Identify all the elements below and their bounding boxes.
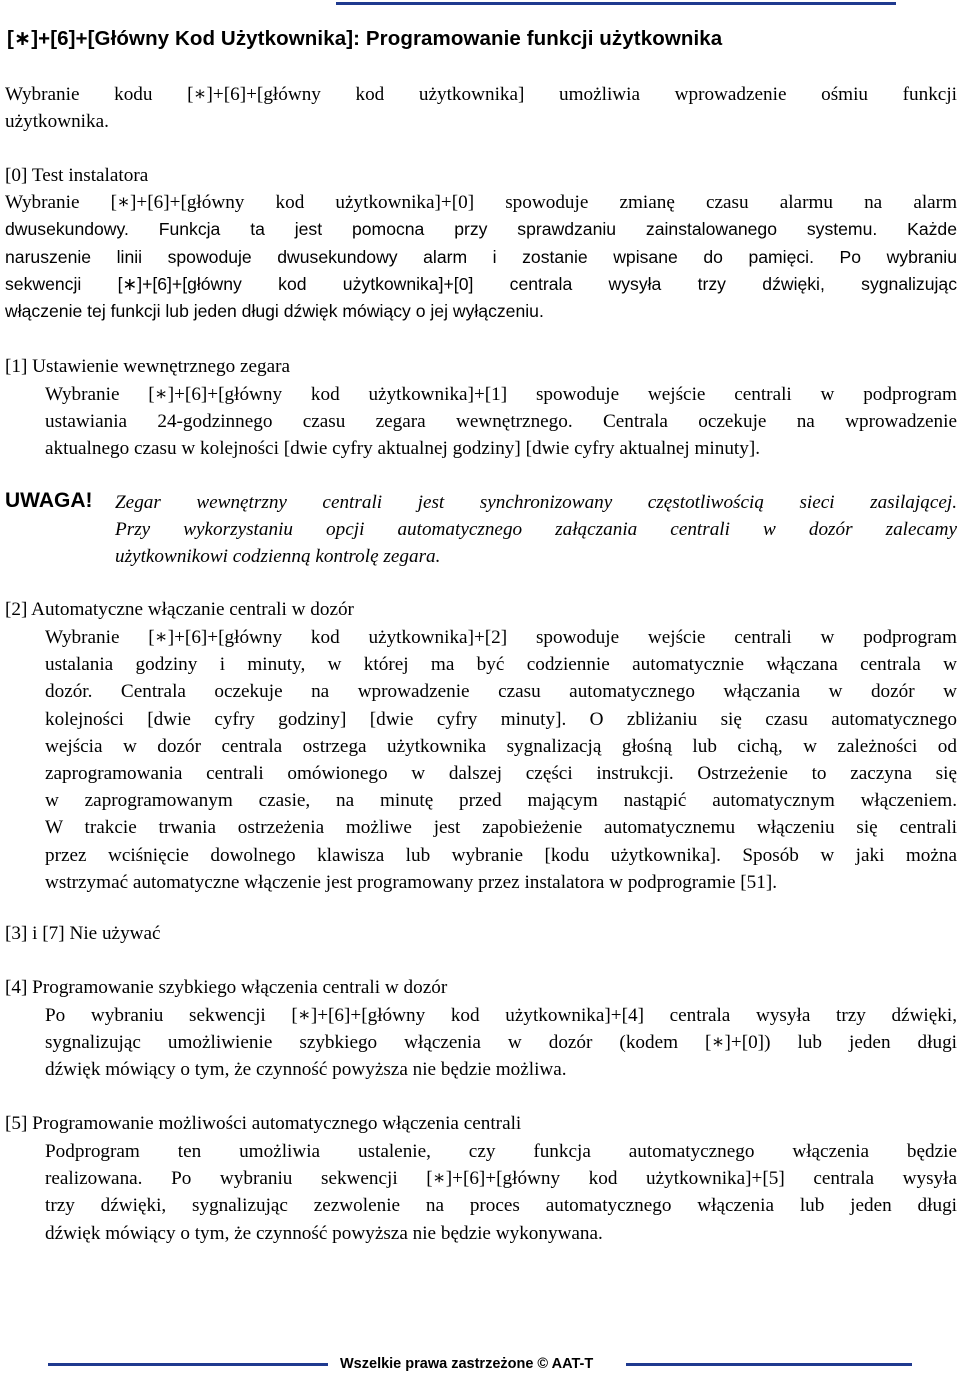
text-line: sekwencji [∗]+[6]+[główny kod użytkownika]+[0] centrala wysyła trzy dźwięki, sygnalizując [5,273,957,294]
intro-paragraph [5,81,957,135]
text-line: Wybranie [∗]+[6]+[główny kod użytkownika]+[1] spowoduje wejście centrali w podprogram [45,384,957,405]
text-line: Wybranie kodu [∗]+[6]+[główny kod użytkownika] umożliwia wprowadzenie ośmiu funkcji [5,84,957,105]
section-4-title: [4] Programowanie szybkiego włączenia centrali w dozór [5,977,448,998]
text-line: aktualnego czasu w kolejności [dwie cyfry aktualnej godziny] [dwie cyfry aktualnej minuty]. [45,438,761,460]
text-line: użytkownikowi codzienną kontrolę zegara. [115,546,441,568]
section-5-title: [5] Programowanie możliwości automatycznego włączenia centrali [5,1113,522,1134]
text-line: dźwięk mówiący o tym, że czynność powyższa nie będzie możliwa. [45,1059,567,1081]
text-line: wstrzymać automatyczne włączenie jest programowany przez instalatora w podprogramie [51]. [45,871,778,893]
footer-rule-left [48,1363,328,1366]
text-line: Po wybraniu sekwencji [∗]+[6]+[główny kod użytkownika]+[4] centrala wysyła trzy dźwięki, [45,1005,957,1026]
text-line: dozór. Centrala oczekuje na wprowadzenie czasu automatycznego włączania w dozór w [45,681,957,703]
section-4-body [45,1002,957,1084]
section-0 [5,162,957,325]
text-line: w zaprogramowanym czasie, na minutę przed mającym nastąpić automatycznym włączeniem. [45,790,957,812]
text-line: włączenie tej funkcji lub jeden długi dźwięk mówiący o jej wyłączeniu. [5,301,544,322]
text-line: dwusekundowy. Funkcja ta jest pomocna przy sprawdzaniu zainstalowanego systemu. Każde [5,219,957,240]
text-line: użytkownika. [5,111,109,133]
warning-label: UWAGA! [5,489,93,512]
section-1-body [45,381,957,463]
footer-copyright: Wszelkie prawa zastrzeżone © AAT-T [340,1356,594,1372]
text-line: wejścia w dozór centrala ostrzega użytkownika sygnalizacją głośną lub cichą, w zależności od [45,735,957,757]
text-line: trzy dźwięki, sygnalizując zezwolenie na proces automatycznego włączenia lub jeden długi [45,1195,957,1217]
section-1-title: [1] Ustawienie wewnętrznego zegara [5,356,291,377]
warning-note [115,489,957,571]
text-line: kolejności [dwie cyfry godziny] [dwie cyfry minuty]. O zbliżaniu się czasu automatycznego [45,708,957,730]
text-line: W trakcie trwania ostrzeżenia możliwe jest zapobieżenie automatycznemu włączeniu się centrali [45,817,957,839]
text-line: ustawiania 24-godzinnego czasu zegara wewnętrznego. Centrala oczekuje na wprowadzenie [45,411,957,433]
text-line: realizowana. Po wybraniu sekwencji [∗]+[6]+[główny kod użytkownika]+[5] centrala wysyła [45,1168,957,1190]
text-line: przez wciśnięcie dowolnego klawisza lub wybranie [kodu użytkownika]. Sposób w jaki można [45,844,957,866]
top-rule [336,2,896,5]
text-line: Zegar wewnętrzny centrali jest synchronizowany częstotliwością sieci zasilającej. [115,492,957,513]
text-line: Wybranie [∗]+[6]+[główny kod użytkownika]+[2] spowoduje wejście centrali w podprogram [45,627,957,648]
text-line: Wybranie [∗]+[6]+[główny kod użytkownika]+[0] spowoduje zmianę czasu alarmu na alarm [5,192,957,214]
section-title: [0] Test instalatora [5,165,149,186]
footer-rule-right [626,1363,912,1366]
text-line: sygnalizując umożliwienie szybkiego włączenia w dozór (kodem [∗]+[0]) lub jeden długi [45,1032,957,1054]
text-line: Przy wykorzystaniu opcji automatycznego załączania centrali w dozór zalecamy [115,519,957,541]
text-line: ustalania godziny i minuty, w której ma być codziennie automatycznie włączana centrala w [45,654,957,676]
text-line: Podprogram ten umożliwia ustalenie, czy funkcja automatycznego włączenia będzie [45,1141,957,1162]
section-3-7-title: [3] i [7] Nie używać [5,923,161,944]
text-line: zaprogramowania centrali omówionego w dalszej części instrukcji. Ostrzeżenie to zaczyna się [45,763,957,785]
section-2-title: [2] Automatyczne włączanie centrali w dozór [5,599,354,620]
section-2-body [45,624,957,896]
section-5-body [45,1138,957,1247]
text-line: dźwięk mówiący o tym, że czynność powyższa nie będzie wykonywana. [45,1222,603,1244]
page-title: [∗]+[6]+[Główny Kod Użytkownika]: Programowanie funkcji użytkownika [7,27,723,50]
text-line: naruszenie linii spowoduje dwusekundowy alarm i zostanie wpisane do pamięci. Po wybraniu [5,246,957,267]
